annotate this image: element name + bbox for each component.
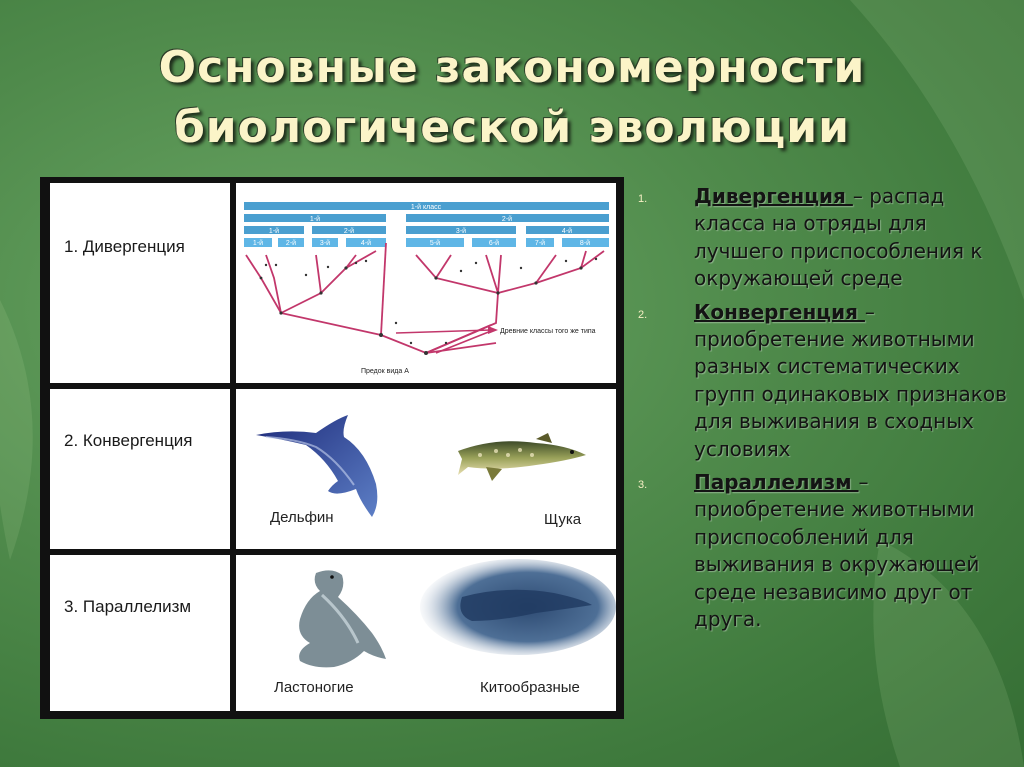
title-line-2: биологической эволюции (174, 102, 850, 153)
pike-caption: Щука (544, 511, 582, 528)
pinniped-caption: Ластоногие (274, 679, 354, 696)
suborder-label: 1-й (268, 228, 280, 235)
ancient-classes-label: Древние классы того же типа (500, 328, 596, 335)
class-bar-label: 1-й класс (410, 204, 442, 211)
list-number: 2. (638, 308, 648, 321)
phylogenetic-tree-diagram (236, 183, 616, 383)
family-label: 7-й (534, 240, 546, 247)
list-number: 1. (638, 193, 648, 205)
dolphin-caption: Дельфин (270, 509, 334, 526)
term: Дивергенция (694, 184, 853, 208)
family-label: 4-й (360, 240, 372, 247)
family-label: 3-й (319, 240, 331, 247)
whale-caption: Китообразные (480, 679, 580, 696)
ancestor-label: Предок вида А (361, 368, 409, 375)
list-item (636, 469, 1021, 633)
parallelism-images (236, 555, 616, 711)
list-number: 3. (638, 479, 648, 492)
examples-table (40, 177, 624, 719)
divergence-tree (236, 183, 616, 383)
order-label: 2-й (501, 216, 513, 223)
table-row-parallelism (44, 549, 620, 715)
suborder-label: 3-й (455, 228, 467, 235)
definition: – приобретение животными разных систематических групп одинаковых признаков для выживания в сходных условиях (694, 299, 1007, 461)
row-label: 1. Дивергенция (50, 183, 230, 383)
table-row-divergence (44, 177, 620, 383)
suborder-label: 4-й (561, 228, 573, 235)
definition: – приобретение животными приспособлений для выживания в окружающей среде независимо друг от друга. (694, 470, 980, 632)
suborder-label: 2-й (343, 228, 355, 235)
term: Конвергенция (694, 299, 865, 324)
family-label: 8-й (579, 240, 591, 247)
term: Параллелизм (694, 470, 859, 495)
family-label: 1-й (252, 240, 264, 247)
row-label: 3. Параллелизм (50, 555, 230, 711)
order-label: 1-й (309, 216, 321, 223)
definition: – распад класса на отряды для лучшего приспособления к окружающей среде (694, 184, 983, 291)
convergence-images (236, 389, 616, 549)
patterns-list (636, 183, 1021, 640)
list-item (636, 183, 1021, 293)
family-label: 5-й (429, 240, 441, 247)
title-line-1: Основные закономерности (158, 42, 866, 93)
family-label: 2-й (285, 240, 297, 247)
family-label: 6-й (488, 240, 500, 247)
page-title (0, 38, 1024, 158)
list-item (636, 299, 1021, 463)
table-row-convergence (44, 383, 620, 549)
row-label: 2. Конвергенция (50, 389, 230, 549)
